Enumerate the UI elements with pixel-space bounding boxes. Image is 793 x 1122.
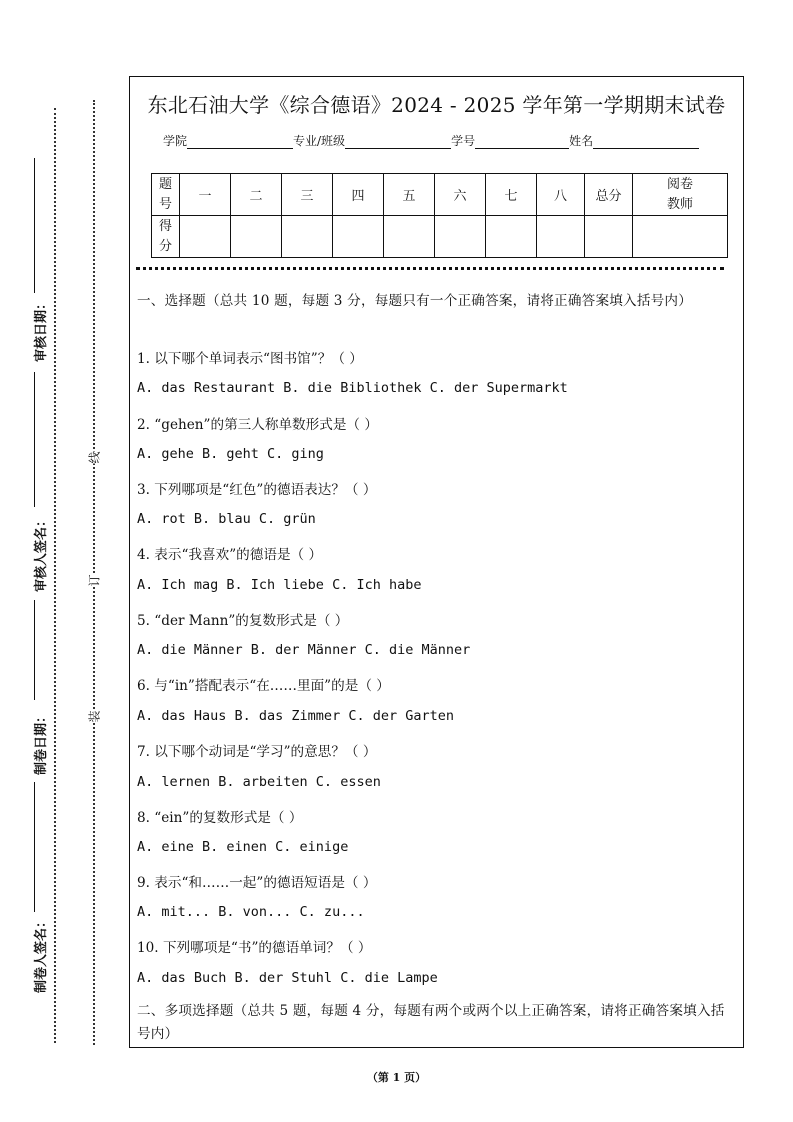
- score-cell-5[interactable]: [384, 216, 435, 258]
- student-info-row: [163, 132, 699, 149]
- dotted-guide-left: [54, 108, 56, 1043]
- question-4: 4. 表示“我喜欢”的德语是（ ）: [137, 547, 323, 563]
- score-cell-2[interactable]: [231, 216, 282, 258]
- col-total: 总分: [585, 174, 633, 216]
- exam-frame: [129, 76, 744, 1048]
- score-cell-total[interactable]: [585, 216, 633, 258]
- score-cell-1[interactable]: [180, 216, 231, 258]
- prep-date-line[interactable]: [34, 600, 35, 700]
- section1-heading: 一、选择题（总共 10 题，每题 3 分，每题只有一个正确答案，请将正确答案填入括号内）: [137, 293, 692, 309]
- question-1: 1. 以下哪个单词表示“图书馆”？（ ）: [137, 351, 363, 367]
- col-5: 五: [384, 174, 435, 216]
- question-6: 6. 与“in”搭配表示“在……里面”的是（ ）: [137, 678, 390, 694]
- col-1: 一: [180, 174, 231, 216]
- question-5: 5. “der Mann”的复数形式是（ ）: [137, 613, 349, 629]
- dotted-separator: [136, 267, 724, 270]
- question-9: 9. 表示“和……一起”的德语短语是（ ）: [137, 875, 377, 891]
- student-id-label: 学号: [451, 134, 476, 148]
- options-8: A. eine B. einen C. einige: [137, 839, 349, 855]
- question-3: 3. 下列哪项是“红色”的德语表达？（ ）: [137, 482, 377, 498]
- options-3: A. rot B. blau C. grün: [137, 511, 316, 527]
- question-no-header: 题号: [152, 174, 180, 216]
- preparer-signature-line[interactable]: [34, 782, 35, 912]
- score-cell-7[interactable]: [486, 216, 537, 258]
- score-table: [151, 173, 728, 258]
- question-8: 8. “ein”的复数形式是（ ）: [137, 810, 303, 826]
- options-1: A. das Restaurant B. die Bibliothek C. der Supermarkt: [137, 380, 568, 396]
- col-7: 七: [486, 174, 537, 216]
- section2-heading: 二、多项选择题（总共 5 题，每题 4 分，每题有两个或两个以上正确答案，请将正确答案填入括号内）: [137, 1003, 725, 1042]
- review-date-label: 审核日期：: [34, 296, 49, 362]
- col-grader: 阅卷教师: [633, 174, 728, 216]
- preparer-signature-label: 制卷人签名：: [34, 914, 49, 993]
- student-id-field[interactable]: [475, 135, 569, 149]
- name-field[interactable]: [593, 135, 699, 149]
- score-cell-3[interactable]: [282, 216, 333, 258]
- col-8: 八: [537, 174, 585, 216]
- col-6: 六: [435, 174, 486, 216]
- name-label: 姓名: [569, 134, 594, 148]
- cut-mark-bind: 订: [84, 574, 105, 586]
- major-class-field[interactable]: [345, 135, 451, 149]
- options-9: A. mit... B. von... C. zu...: [137, 904, 365, 920]
- col-2: 二: [231, 174, 282, 216]
- question-7: 7. 以下哪个动词是“学习”的意思？（ ）: [137, 744, 377, 760]
- options-2: A. gehe B. geht C. ging: [137, 446, 324, 462]
- cut-mark-install: 装: [84, 710, 105, 722]
- score-cell-8[interactable]: [537, 216, 585, 258]
- question-2: 2. “gehen”的第三人称单数形式是（ ）: [137, 417, 378, 433]
- cut-mark-line: 线: [84, 451, 105, 463]
- score-row-label: 得分: [152, 216, 180, 258]
- review-date-line[interactable]: [34, 158, 35, 293]
- score-cell-6[interactable]: [435, 216, 486, 258]
- prep-date-label: 制卷日期：: [34, 709, 49, 775]
- options-4: A. Ich mag B. Ich liebe C. Ich habe: [137, 577, 422, 593]
- binding-margin: [0, 0, 125, 1122]
- score-value-row: [152, 216, 728, 258]
- page-number: （第 1 页）: [366, 1071, 427, 1084]
- score-cell-grader[interactable]: [633, 216, 728, 258]
- major-class-label: 专业/班级: [293, 134, 346, 148]
- col-3: 三: [282, 174, 333, 216]
- options-7: A. lernen B. arbeiten C. essen: [137, 774, 381, 790]
- college-field[interactable]: [187, 135, 293, 149]
- options-5: A. die Männer B. der Männer C. die Männer: [137, 642, 471, 658]
- cut-line: [93, 100, 95, 1045]
- score-cell-4[interactable]: [333, 216, 384, 258]
- exam-title: 东北石油大学《综合德语》2024 - 2025 学年第一学期期末试卷: [147, 93, 726, 117]
- question-10: 10. 下列哪项是“书”的德语单词？（ ）: [137, 940, 372, 956]
- reviewer-signature-label: 审核人签名：: [34, 513, 49, 592]
- college-label: 学院: [163, 134, 188, 148]
- options-6: A. das Haus B. das Zimmer C. der Garten: [137, 708, 454, 724]
- reviewer-signature-line[interactable]: [34, 372, 35, 507]
- options-10: A. das Buch B. der Stuhl C. die Lampe: [137, 970, 438, 986]
- col-4: 四: [333, 174, 384, 216]
- score-header-row: [152, 174, 728, 216]
